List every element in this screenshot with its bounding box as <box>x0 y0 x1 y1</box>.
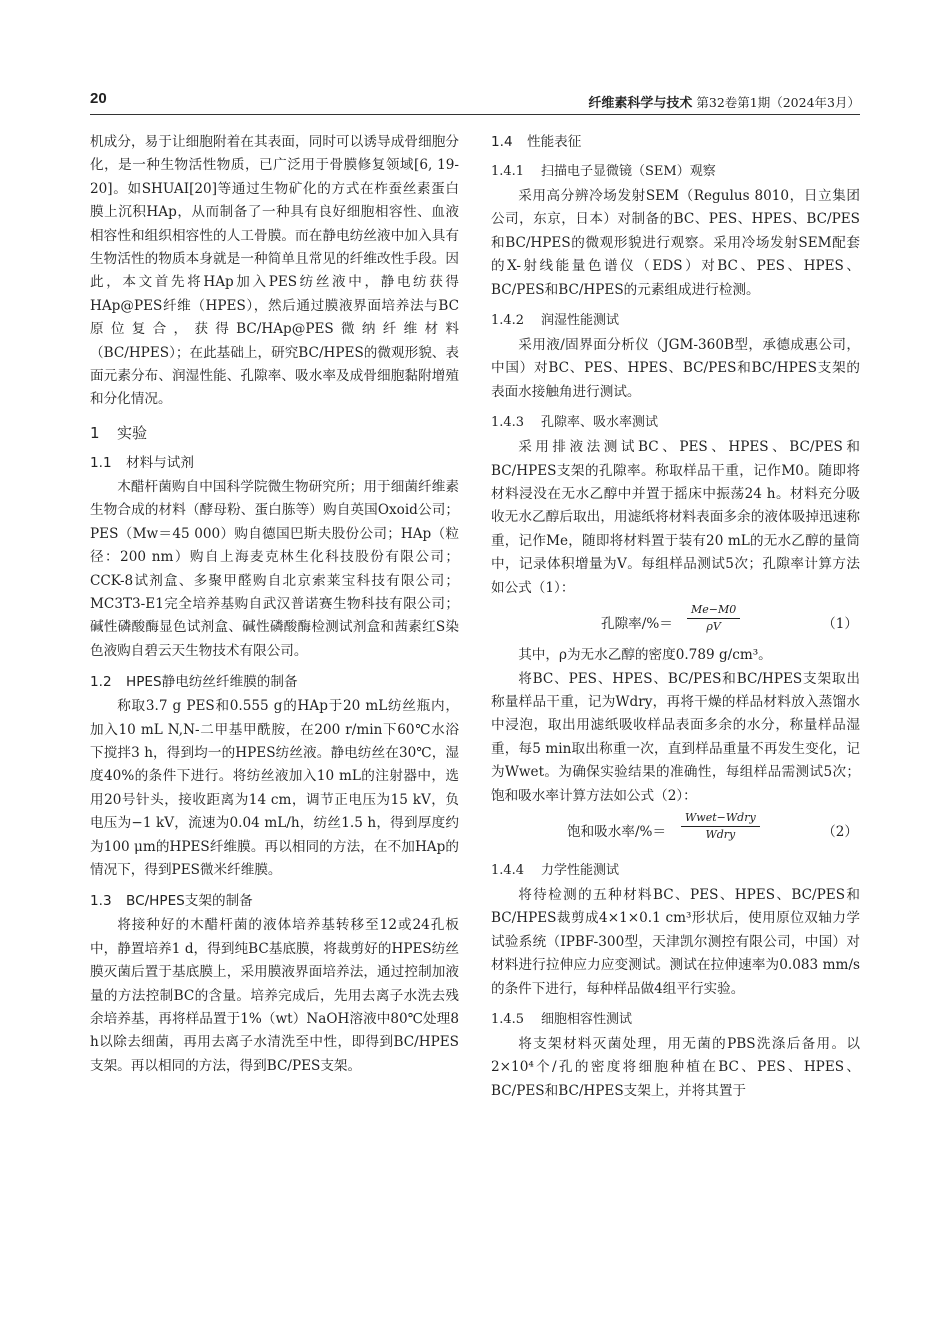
equation-2 <box>491 808 860 852</box>
section-number: 1.4.1 <box>491 164 525 179</box>
section-1-heading <box>90 422 459 444</box>
equation-number: （1） <box>822 616 858 633</box>
section-number: 1 <box>90 423 100 442</box>
density-note: 其中，ρ为无水乙醇的密度0.789 g/cm³。 <box>518 647 772 664</box>
section-title: 扫描电子显微镜（SEM）观察 <box>541 164 716 179</box>
section-title: 细胞相容性测试 <box>541 1011 633 1027</box>
section-1-4-heading <box>491 131 860 153</box>
section-title: 性能表征 <box>527 134 582 150</box>
fraction-denominator: Wdry <box>705 827 736 841</box>
water-absorption-paragraph: 将BC、PES、HPES、BC/PES和BC/HPES支架取出称量样品干重，记为Wdry，再将干燥的样品材料放入蒸馏水中浸泡，取出用滤纸吸收样品表面多余的水分，称量样品湿重，每5 min取出称重一次，直到样品重量不再发生变化，记为Wwet。为确保实验结果的准确性，每组样品需测试5次；饱和吸水率计算方法如公式（2）： <box>491 670 860 804</box>
section-title: 力学性能测试 <box>541 862 620 878</box>
page-number: 20 <box>90 90 107 107</box>
equation-fraction <box>681 810 760 843</box>
equation-lhs: 孔隙率/%＝ <box>601 616 673 633</box>
section-1-4-5-heading <box>491 1009 860 1031</box>
section-title: HPES静电纺丝纤维膜的制备 <box>126 674 298 691</box>
materials-paragraph: 木醋杆菌购自中国科学院微生物研究所；用于细菌纤维素生物合成的材料（酵母粉、蛋白胨等）购自英国Oxoid公司；PES（Mw＝45 000）购自德国巴斯夫股份公司；HAp（粒径：200 nm）购自上海麦克林生化科技股份有限公司；CCK-8试剂盒、多聚甲醛购自北京索莱宝科技有限公司；MC3T3-E1完全培养基购自武汉普诺赛生物科技有限公司；碱性磷酸酶显色试剂盒、碱性磷酸酶检测试剂盒和茜素红S染色液购自碧云天生物技术有限公司。 <box>90 478 459 659</box>
equation-number: （2） <box>822 823 858 840</box>
section-1-1-heading <box>90 452 459 474</box>
section-number: 1.4.2 <box>491 313 525 329</box>
section-number: 1.3 <box>90 893 112 910</box>
section-number: 1.2 <box>90 674 112 691</box>
intro-paragraph: 机成分，易于让细胞附着在其表面，同时可以诱导成骨细胞分化，是一种生物活性物质，已广泛用于骨膜修复领域[6, 19-20]。如SHUAI[20]等通过生物矿化的方式在柞蚕丝素蛋白膜上沉积HAp，从而制备了一种具有良好细胞相容性、血液相容性和组织相容性的人工骨膜。而在静电纺丝液中加入具有生物活性的物质本身就是一种简单且常见的纤维改性手段。因此，本文首先将HAp加入PES纺丝液中，静电纺获得HAp@PES纤维（HPES），然后通过膜液界面培养法与BC原位复合，获得BC/HAp@PES微纳纤维材料（BC/HPES）；在此基础上，研究BC/HPES的微观形貌、表面元素分布、润湿性能、孔隙率、吸水率及成骨细胞黏附增殖和分化情况。 <box>90 134 459 408</box>
porosity-paragraph: 采用排液法测试BC、PES、HPES、BC/PES和BC/HPES支架的孔隙率。称取样品干重，记作M0。随即将材料浸没在无水乙醇中并置于摇床中振荡24 h。材料充分吸收无水乙醇后取出，用滤纸将材料表面多余的液体吸掉迅速称重，记作Me，随即将材料置于装有20 mL的无水乙醇的量筒中，记录体积增量为V。每组样品测试5次；孔隙率计算方法如公式（1）： <box>491 439 860 596</box>
equation-1 <box>491 600 860 644</box>
fraction-denominator: ρV <box>706 620 721 634</box>
section-number: 1.4.4 <box>491 862 525 878</box>
section-1-4-4-heading <box>491 860 860 882</box>
wetting-paragraph: 采用液/固界面分析仪（JGM-360B型，承德成惠公司，中国）对BC、PES、HPES、BC/PES和BC/HPES支架的表面水接触角进行测试。 <box>491 337 860 400</box>
scaffold-paragraph: 将接种好的木醋杆菌的液体培养基转移至12或24孔板中，静置培养1 d，得到纯BC基底膜，将裁剪好的HPES纺丝膜灭菌后置于基底膜上，采用膜液界面培养法，通过控制加液量的方法控制BC的含量。培养完成后，先用去离子水洗去残余培养基，再将样品置于1%（wt）NaOH溶液中80℃处理8 h以除去细菌，再用去离子水清洗至中性，即得到BC/HPES支架。再以相同的方法，得到BC/PES支架。 <box>90 917 459 1074</box>
section-number: 1.4 <box>491 134 513 150</box>
section-title: 润湿性能测试 <box>541 313 620 329</box>
electrospinning-paragraph: 称取3.7 g PES和0.555 g的HAp于20 mL纺丝瓶内，加入10 mL N,N-二甲基甲酰胺，在200 r/min下60℃水浴下搅拌3 h，得到均一的HPES纺丝液。静电纺丝在30℃，湿度40%的条件下进行。将纺丝液加入10 mL的注射器中，选用20号针头，接收距离为14 cm，调节正电压为15 kV，负电压为−1 kV，流速为0.04 mL/h，纺丝1.5 h，得到厚度约为100 μm的HPES纤维膜。再以相同的方法，在不加HAp的情况下，得到PES微米纤维膜。 <box>90 698 459 878</box>
journal-title: 纤维素科学与技术 <box>588 95 693 110</box>
section-1-4-1-heading <box>491 161 860 183</box>
section-title: 实验 <box>117 423 148 442</box>
sem-paragraph: 采用高分辨冷场发射SEM（Regulus 8010，日立集团公司，东京，日本）对制备的BC、PES、HPES、BC/PES和BC/HPES的微观形貌进行观察。采用冷场发射SEM配套的X-射线能量色谱仪（EDS）对BC、PES、HPES、BC/PES和BC/HPES的元素组成进行检测。 <box>491 188 860 298</box>
section-1-3-heading <box>90 890 459 912</box>
fraction-numerator: Wwet−Wdry <box>681 810 760 827</box>
equation-lhs: 饱和吸水率/%＝ <box>567 823 667 840</box>
section-number: 1.4.5 <box>491 1011 525 1027</box>
section-1-4-2-heading <box>491 310 860 332</box>
section-title: 孔隙率、吸水率测试 <box>541 415 659 431</box>
fraction-numerator: Me−M0 <box>687 602 740 619</box>
section-number: 1.4.3 <box>491 415 525 431</box>
cytocompatibility-paragraph: 将支架材料灭菌处理，用无菌的PBS洗涤后备用。以2×10⁴个/孔的密度将细胞种植在BC、PES、HPES、BC/PES和BC/HPES支架上，并将其置于 <box>491 1035 860 1099</box>
section-title: BC/HPES支架的制备 <box>126 893 253 910</box>
section-title: 材料与试剂 <box>126 454 194 471</box>
section-1-4-3-heading <box>491 412 860 434</box>
running-header <box>90 90 860 115</box>
mechanical-paragraph: 将待检测的五种材料BC、PES、HPES、BC/PES和BC/HPES裁剪成4×1×0.1 cm³形状后，使用原位双轴力学试验系统（IPBF-300型，天津凯尔测控有限公司，中国）对材料进行拉伸应力应变测试。测试在拉伸速率为0.083 mm/s的条件下进行，每种样品做4组平行实验。 <box>491 886 860 997</box>
journal-issue: 第32卷第1期（2024年3月） <box>696 95 860 110</box>
section-1-2-heading <box>90 671 459 693</box>
journal-info <box>588 92 860 111</box>
section-number: 1.1 <box>90 454 112 471</box>
right-column <box>491 131 860 1103</box>
equation-fraction <box>687 602 740 635</box>
left-column <box>90 131 459 1078</box>
